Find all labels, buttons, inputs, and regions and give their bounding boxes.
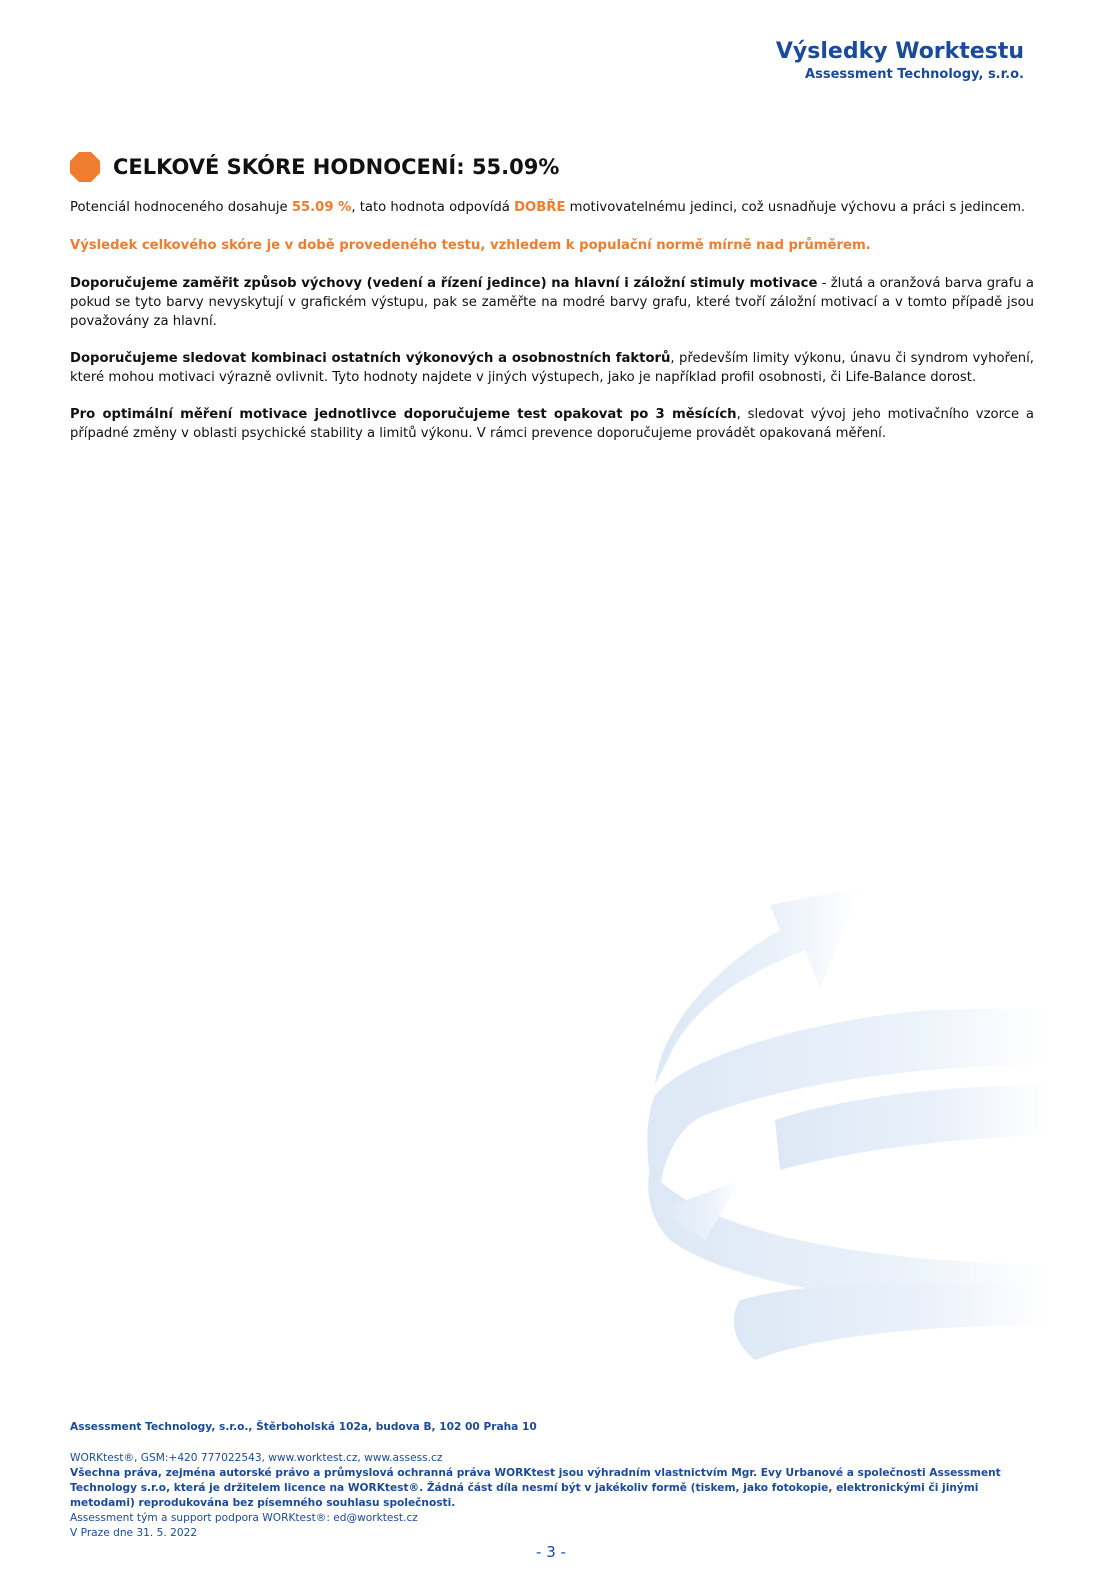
report-title: Výsledky Worktestu — [775, 39, 1024, 64]
paragraph-recommendation-factors — [70, 349, 1034, 387]
arrow-swirl-logo-icon — [630, 880, 1050, 1380]
recommendation-bold: Doporučujeme zaměřit způsob výchovy (vedení a řízení jedince) na hlavní i záložní stimuly motivace — [70, 276, 818, 291]
score-heading — [70, 146, 559, 188]
footer-contact: WORKtest®, GSM:+420 777022543, www.worktest.cz, www.assess.cz — [70, 1452, 443, 1464]
text-segment: , sledovat vývoj jeho motivačního vzorce a případné změny v oblasti psychické stability a limitů výkonu. V rámci prevence doporučujeme provádět opakovaná měření. — [70, 407, 1034, 441]
paragraph-recommendation-repeat — [70, 405, 1034, 443]
footer-rights: Všechna práva, zejména autorské právo a průmyslová ochranná práva WORKtest jsou výhradním vlastnictvím Mgr. Evy Urbanové a společnosti Assessment Technology s.r.o, která je držitelem licence na WORKtest®. Žádná část díla nesmí být v jakékoliv formě (tiskem, jako fotokopie, elektronickými či jinými metodami) reprodukována bez písemného souhlasu společnosti. — [70, 1467, 1001, 1509]
text-segment: , tato hodnota odpovídá — [351, 200, 515, 215]
company-name: Assessment Technology, s.r.o. — [805, 67, 1024, 82]
recommendation-bold: Doporučujeme sledovat kombinaci ostatních výkonových a osobnostních faktorů — [70, 351, 671, 366]
paragraph-potential — [70, 198, 1034, 217]
text-segment: - žlutá a oranžová barva grafu a pokud se tyto barvy nevyskytují v grafickém výstupu, pak se zaměřte na modré barvy grafu, které tvoří záložní motivací a v tomto případě jsou považovány za hlavní. — [70, 276, 1035, 329]
score-value: 55.09 % — [291, 200, 352, 215]
page-number: - 3 - — [536, 1543, 566, 1561]
footer-support: Assessment tým a support podpora WORKtest®: ed@worktest.cz — [70, 1512, 418, 1524]
score-title: CELKOVÉ SKÓRE HODNOCENÍ: 55.09% — [113, 155, 560, 179]
footer-info — [70, 1451, 1030, 1541]
footer-date: V Praze dne 31. 5. 2022 — [70, 1527, 198, 1539]
paragraph-recommendation-motivation — [70, 274, 1034, 331]
report-header — [776, 38, 1024, 84]
text-segment: Potenciál hodnoceného dosahuje — [70, 200, 292, 215]
text-segment: , především limity výkonu, únavu či syndrom vyhoření, které mohou motivaci výrazně ovlivnit. Tyto hodnoty najdete v jiných výstupech, jako je například profil osobnosti, či Life-Balance dorost. — [70, 351, 1034, 385]
footer-address: Assessment Technology, s.r.o., Štěrboholská 102a, budova B, 102 00 Praha 10 — [70, 1421, 537, 1433]
paragraph-norm-result — [70, 236, 1034, 255]
motivation-level: DOBŘE — [514, 200, 566, 215]
norm-result-text: Výsledek celkového skóre je v době provedeného testu, vzhledem k populační normě mírně nad průměrem. — [70, 238, 871, 253]
orange-octagon-icon — [70, 152, 100, 182]
recommendation-bold: Pro optimální měření motivace jednotlivce doporučujeme test opakovat po 3 měsících — [70, 407, 737, 422]
text-segment: motivovatelnému jedinci, což usnadňuje výchovu a práci s jedincem. — [565, 200, 1026, 215]
